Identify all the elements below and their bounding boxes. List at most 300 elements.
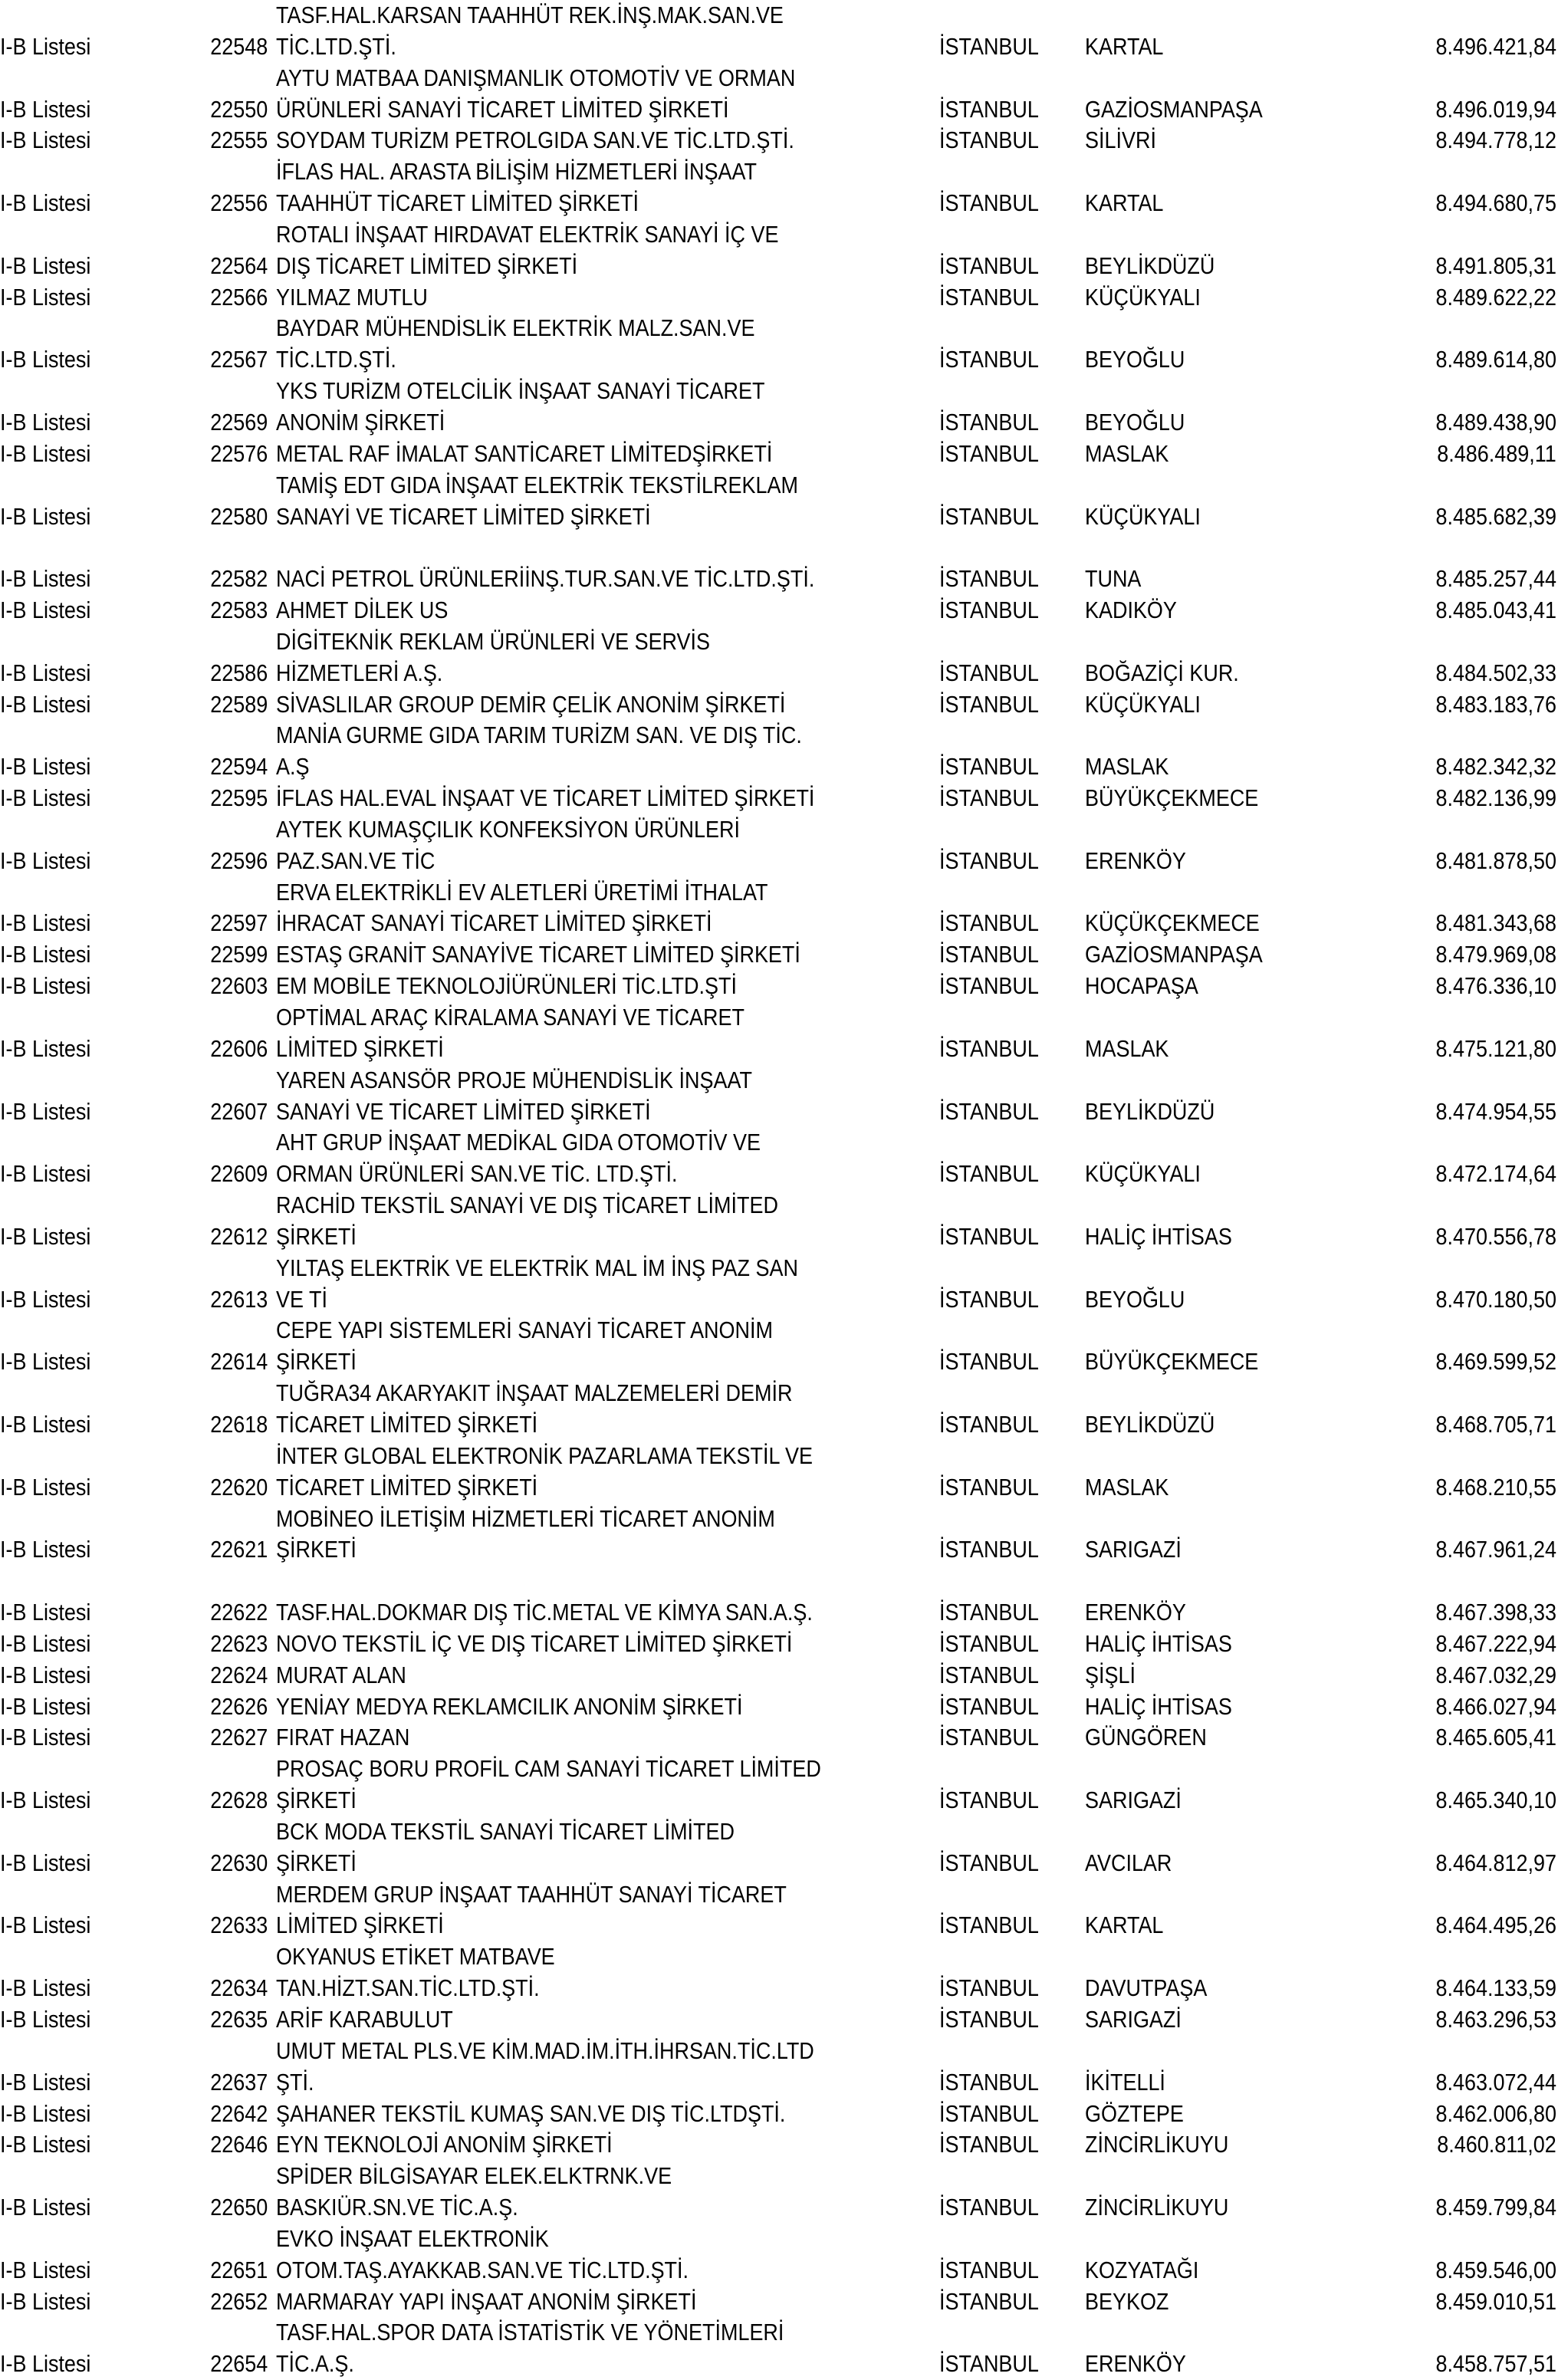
sequence-number: 22650 (209, 2194, 268, 2221)
amount: 8.486.489,11 (1437, 439, 1556, 467)
amount: 8.459.799,84 (1435, 2194, 1556, 2221)
sequence-number: 22652 (209, 2287, 268, 2315)
amount: 8.467.961,24 (1435, 1536, 1556, 1563)
tax-office: BEYKOZ (1085, 2287, 1169, 2315)
list-type: I-B Listesi (0, 690, 91, 718)
tax-office: BÜYÜKÇEKMECE (1085, 784, 1259, 812)
company-name: TİCARET LİMİTED ŞİRKETİ (276, 1410, 538, 1438)
table-row (0, 125, 1558, 156)
city: İSTANBUL (939, 909, 1039, 937)
sequence-number: 22597 (209, 909, 268, 937)
sequence-number: 22567 (209, 346, 268, 373)
company-name-continuation-line (0, 2036, 1558, 2067)
city: İSTANBUL (939, 2194, 1039, 2221)
amount: 8.494.680,75 (1435, 189, 1556, 217)
tax-office: ERENKÖY (1085, 1599, 1186, 1626)
tax-office: ERENKÖY (1085, 2350, 1186, 2378)
company-name: TİCARET LİMİTED ŞİRKETİ (276, 1473, 538, 1501)
company-name: MURAT ALAN (276, 1661, 406, 1688)
amount: 8.459.546,00 (1435, 2256, 1556, 2283)
list-type: I-B Listesi (0, 251, 91, 279)
sequence-number: 22651 (209, 2256, 268, 2283)
company-name: TAAHHÜT TİCARET LİMİTED ŞİRKETİ (276, 189, 639, 217)
amount: 8.464.812,97 (1435, 1849, 1556, 1876)
table-row (0, 658, 1558, 689)
company-name: TİC.A.Ş. (276, 2350, 354, 2378)
table-row (0, 1409, 1558, 1441)
list-type: I-B Listesi (0, 1473, 91, 1501)
company-name: YILMAZ MUTLU (276, 283, 428, 311)
table-row (0, 595, 1558, 626)
amount: 8.463.296,53 (1435, 2006, 1556, 2033)
sequence-number: 22599 (209, 941, 268, 968)
table-row (0, 1034, 1558, 1065)
amount: 8.466.027,94 (1435, 1692, 1556, 1720)
company-name-continuation-line (0, 1816, 1558, 1848)
amount: 8.462.006,80 (1435, 2099, 1556, 2127)
list-type: I-B Listesi (0, 2194, 91, 2221)
city: İSTANBUL (939, 1160, 1039, 1188)
amount: 8.458.757,51 (1435, 2350, 1556, 2378)
company-name-continuation-line (0, 1441, 1558, 1472)
company-name-first-line: RACHİD TEKSTİL SANAYİ VE DIŞ TİCARET LİMİTED (276, 1192, 778, 1219)
table-row (0, 188, 1558, 219)
company-name-continuation-line (0, 2317, 1558, 2349)
sequence-number: 22556 (209, 189, 268, 217)
company-name-first-line: TUĞRA34 AKARYAKIT İNŞAAT MALZEMELERİ DEMİR (276, 1379, 793, 1407)
sequence-number: 22622 (209, 1599, 268, 1626)
amount: 8.470.556,78 (1435, 1222, 1556, 1250)
sequence-number: 22642 (209, 2099, 268, 2127)
city: İSTANBUL (939, 1661, 1039, 1688)
company-name: EYN TEKNOLOJİ ANONİM ŞİRKETİ (276, 2131, 613, 2158)
city: İSTANBUL (939, 972, 1039, 1000)
sequence-number: 22550 (209, 95, 268, 123)
list-type: I-B Listesi (0, 1629, 91, 1657)
tax-office: DAVUTPAŞA (1085, 1974, 1208, 2002)
city: İSTANBUL (939, 251, 1039, 279)
table-row (0, 344, 1558, 376)
city: İSTANBUL (939, 127, 1039, 154)
table-row (0, 2192, 1558, 2224)
sequence-number: 22582 (209, 565, 268, 593)
city: İSTANBUL (939, 2131, 1039, 2158)
list-type: I-B Listesi (0, 2131, 91, 2158)
table-row (0, 939, 1558, 971)
list-type: I-B Listesi (0, 1034, 91, 1062)
company-name: ÜRÜNLERİ SANAYİ TİCARET LİMİTED ŞİRKETİ (276, 95, 729, 123)
amount: 8.464.133,59 (1435, 1974, 1556, 2002)
table-row (0, 2067, 1558, 2099)
company-name-continuation-line (0, 877, 1558, 909)
list-type: I-B Listesi (0, 408, 91, 436)
sequence-number: 22589 (209, 690, 268, 718)
company-name: NOVO TEKSTİL İÇ VE DIŞ TİCARET LİMİTED ŞİRKETİ (276, 1629, 793, 1657)
sequence-number: 22633 (209, 1912, 268, 1939)
city: İSTANBUL (939, 1473, 1039, 1501)
sequence-number: 22627 (209, 1724, 268, 1751)
company-name: NACİ PETROL ÜRÜNLERİİNŞ.TUR.SAN.VE TİC.LTD.ŞTİ. (276, 565, 815, 593)
sequence-number: 22594 (209, 753, 268, 781)
city: İSTANBUL (939, 283, 1039, 311)
table-row (0, 2255, 1558, 2286)
sequence-number: 22576 (209, 439, 268, 467)
company-name: A.Ş (276, 753, 310, 781)
company-name-continuation-line (0, 1879, 1558, 1911)
list-type: I-B Listesi (0, 1097, 91, 1125)
company-name-continuation-line (0, 2224, 1558, 2255)
table-row (0, 689, 1558, 721)
list-type: I-B Listesi (0, 2350, 91, 2378)
blank-spacer (0, 532, 1558, 564)
table-row (0, 1096, 1558, 1128)
company-name: VE Tİ (276, 1285, 327, 1313)
city: İSTANBUL (939, 95, 1039, 123)
company-name-first-line: YAREN ASANSÖR PROJE MÜHENDİSLİK İNŞAAT (276, 1066, 752, 1093)
company-name: EM MOBİLE TEKNOLOJİÜRÜNLERİ TİC.LTD.ŞTİ (276, 972, 737, 1000)
table-row (0, 1346, 1558, 1378)
company-name-continuation-line (0, 63, 1558, 94)
company-name: ORMAN ÜRÜNLERİ SAN.VE TİC. LTD.ŞTİ. (276, 1160, 678, 1188)
list-type: I-B Listesi (0, 1285, 91, 1313)
list-type: I-B Listesi (0, 283, 91, 311)
city: İSTANBUL (939, 1787, 1039, 1814)
company-name-first-line: ROTALI İNŞAAT HIRDAVAT ELEKTRİK SANAYİ İÇ VE (276, 220, 779, 248)
tax-office: İKİTELLİ (1085, 2068, 1165, 2096)
list-type: I-B Listesi (0, 95, 91, 123)
company-name: BASKIÜR.SN.VE TİC.A.Ş. (276, 2194, 518, 2221)
table-row (0, 783, 1558, 814)
tax-office: KADIKÖY (1085, 597, 1177, 624)
company-name-first-line: İFLAS HAL. ARASTA BİLİŞİM HİZMETLERİ İNŞAAT (276, 158, 757, 186)
company-name-first-line: AHT GRUP İNŞAAT MEDİKAL GIDA OTOMOTİV VE (276, 1129, 761, 1156)
sequence-number: 22564 (209, 251, 268, 279)
amount: 8.485.682,39 (1435, 502, 1556, 530)
tax-office: KÜÇÜKYALI (1085, 283, 1201, 311)
list-type: I-B Listesi (0, 32, 91, 60)
amount: 8.496.019,94 (1435, 95, 1556, 123)
company-name: ŞİRKETİ (276, 1348, 357, 1376)
table-row (0, 31, 1558, 63)
table-row (0, 1597, 1558, 1629)
company-name: İHRACAT SANAYİ TİCARET LİMİTED ŞİRKETİ (276, 909, 712, 937)
table-row (0, 1534, 1558, 1566)
tax-office: KÜÇÜKYALI (1085, 690, 1201, 718)
sequence-number: 22646 (209, 2131, 268, 2158)
amount: 8.482.342,32 (1435, 753, 1556, 781)
company-name: ŞİRKETİ (276, 1787, 357, 1814)
company-name-first-line: YILTAŞ ELEKTRİK VE ELEKTRİK MAL İM İNŞ PAZ SAN (276, 1254, 798, 1281)
table-row (0, 501, 1558, 533)
sequence-number: 22630 (209, 1849, 268, 1876)
amount: 8.469.599,52 (1435, 1348, 1556, 1376)
tax-office: BEYOĞLU (1085, 408, 1185, 436)
sequence-number: 22566 (209, 283, 268, 311)
list-type: I-B Listesi (0, 659, 91, 686)
company-name: OTOM.TAŞ.AYAKKAB.SAN.VE TİC.LTD.ŞTİ. (276, 2256, 689, 2283)
tax-office: GÖZTEPE (1085, 2099, 1184, 2127)
company-name-first-line: OKYANUS ETİKET MATBAVE (276, 1943, 555, 1971)
list-type: I-B Listesi (0, 1348, 91, 1376)
list-type: I-B Listesi (0, 2099, 91, 2127)
tax-office: BEYLİKDÜZÜ (1085, 251, 1215, 279)
company-name: ŞAHANER TEKSTİL KUMAŞ SAN.VE DIŞ TİC.LTDŞTİ. (276, 2099, 786, 2127)
company-name-continuation-line (0, 720, 1558, 751)
table-row (0, 2349, 1558, 2380)
tax-office: HALİÇ İHTİSAS (1085, 1629, 1232, 1657)
sequence-number: 22548 (209, 32, 268, 60)
list-type: I-B Listesi (0, 2068, 91, 2096)
list-type: I-B Listesi (0, 784, 91, 812)
company-name-first-line: CEPE YAPI SİSTEMLERİ SANAYİ TİCARET ANONİM (276, 1317, 773, 1344)
tax-office: GAZİOSMANPAŞA (1085, 941, 1263, 968)
sequence-number: 22634 (209, 1974, 268, 2002)
table-row (0, 1629, 1558, 1660)
city: İSTANBUL (939, 2256, 1039, 2283)
sequence-number: 22613 (209, 1285, 268, 1313)
city: İSTANBUL (939, 1974, 1039, 2002)
city: İSTANBUL (939, 690, 1039, 718)
sequence-number: 22614 (209, 1348, 268, 1376)
company-name-first-line: EVKO İNŞAAT ELEKTRONİK (276, 2224, 549, 2252)
table-row (0, 1691, 1558, 1723)
tax-office: BOĞAZİÇİ KUR. (1085, 659, 1239, 686)
amount: 8.465.605,41 (1435, 1724, 1556, 1751)
list-type: I-B Listesi (0, 846, 91, 874)
sequence-number: 22596 (209, 846, 268, 874)
company-name: TİC.LTD.ŞTİ. (276, 346, 396, 373)
amount: 8.465.340,10 (1435, 1787, 1556, 1814)
amount: 8.496.421,84 (1435, 32, 1556, 60)
city: İSTANBUL (939, 1724, 1039, 1751)
city: İSTANBUL (939, 941, 1039, 968)
tax-office: KÜÇÜKYALI (1085, 1160, 1201, 1188)
amount: 8.464.495,26 (1435, 1912, 1556, 1939)
company-name: AHMET DİLEK US (276, 597, 449, 624)
tax-office: ŞİŞLİ (1085, 1661, 1136, 1688)
list-type: I-B Listesi (0, 1849, 91, 1876)
city: İSTANBUL (939, 32, 1039, 60)
company-name-continuation-line (0, 1253, 1558, 1284)
company-name: LİMİTED ŞİRKETİ (276, 1034, 444, 1062)
list-type: I-B Listesi (0, 189, 91, 217)
list-type: I-B Listesi (0, 565, 91, 593)
list-type: I-B Listesi (0, 597, 91, 624)
amount: 8.483.183,76 (1435, 690, 1556, 718)
city: İSTANBUL (939, 846, 1039, 874)
city: İSTANBUL (939, 1849, 1039, 1876)
city: İSTANBUL (939, 1285, 1039, 1313)
company-name-continuation-line (0, 0, 1558, 31)
list-type: I-B Listesi (0, 941, 91, 968)
tax-office: ZİNCİRLİKUYU (1085, 2194, 1229, 2221)
table-row (0, 1910, 1558, 1941)
sequence-number: 22654 (209, 2350, 268, 2378)
company-name: ŞİRKETİ (276, 1536, 357, 1563)
company-name-continuation-line (0, 313, 1558, 344)
company-name-first-line: SPİDER BİLGİSAYAR ELEK.ELKTRNK.VE (276, 2162, 672, 2190)
company-name: YENİAY MEDYA REKLAMCILIK ANONİM ŞİRKETİ (276, 1692, 743, 1720)
city: İSTANBUL (939, 2350, 1039, 2378)
city: İSTANBUL (939, 753, 1039, 781)
sequence-number: 22635 (209, 2006, 268, 2033)
tax-office: BEYLİKDÜZÜ (1085, 1097, 1215, 1125)
table-row (0, 94, 1558, 126)
sequence-number: 22609 (209, 1160, 268, 1188)
city: İSTANBUL (939, 565, 1039, 593)
list-type: I-B Listesi (0, 1599, 91, 1626)
table-row (0, 751, 1558, 783)
city: İSTANBUL (939, 2099, 1039, 2127)
company-name-continuation-line (0, 1127, 1558, 1159)
table-row (0, 2004, 1558, 2036)
sequence-number: 22626 (209, 1692, 268, 1720)
table-row (0, 439, 1558, 470)
tax-office: MASLAK (1085, 1473, 1169, 1501)
sequence-number: 22586 (209, 659, 268, 686)
list-type: I-B Listesi (0, 1410, 91, 1438)
company-name: HİZMETLERİ A.Ş. (276, 659, 443, 686)
sequence-number: 22606 (209, 1034, 268, 1062)
company-name-continuation-line (0, 1065, 1558, 1096)
city: İSTANBUL (939, 1222, 1039, 1250)
sequence-number: 22580 (209, 502, 268, 530)
company-name: MARMARAY YAPI İNŞAAT ANONİM ŞİRKETİ (276, 2287, 697, 2315)
amount: 8.489.438,90 (1435, 408, 1556, 436)
amount: 8.482.136,99 (1435, 784, 1556, 812)
list-type: I-B Listesi (0, 1974, 91, 2002)
city: İSTANBUL (939, 784, 1039, 812)
company-name-first-line: TASF.HAL.KARSAN TAAHHÜT REK.İNŞ.MAK.SAN.VE (276, 2, 784, 28)
table-row (0, 1660, 1558, 1691)
city: İSTANBUL (939, 2006, 1039, 2033)
company-name-continuation-line (0, 1754, 1558, 1785)
sequence-number: 22555 (209, 127, 268, 154)
company-name: FIRAT HAZAN (276, 1724, 410, 1751)
list-type: I-B Listesi (0, 972, 91, 1000)
company-name-continuation-line (0, 470, 1558, 501)
city: İSTANBUL (939, 1034, 1039, 1062)
company-name-continuation-line (0, 1941, 1558, 1973)
tax-office: BÜYÜKÇEKMECE (1085, 1348, 1259, 1376)
company-name: SİVASLILAR GROUP DEMİR ÇELİK ANONİM ŞİRKETİ (276, 690, 786, 718)
list-type: I-B Listesi (0, 2256, 91, 2283)
table-row (0, 1159, 1558, 1190)
city: İSTANBUL (939, 2068, 1039, 2096)
amount: 8.485.257,44 (1435, 565, 1556, 593)
company-name-continuation-line (0, 1315, 1558, 1346)
list-type: I-B Listesi (0, 1724, 91, 1751)
city: İSTANBUL (939, 408, 1039, 436)
tax-office: BEYOĞLU (1085, 1285, 1185, 1313)
city: İSTANBUL (939, 502, 1039, 530)
city: İSTANBUL (939, 1410, 1039, 1438)
list-type: I-B Listesi (0, 439, 91, 467)
company-name-first-line: UMUT METAL PLS.VE KİM.MAD.İM.İTH.İHRSAN.TİC.LTD (276, 2036, 814, 2064)
tax-office: MASLAK (1085, 1034, 1169, 1062)
company-name-first-line: BAYDAR MÜHENDİSLİK ELEKTRİK MALZ.SAN.VE (276, 314, 755, 342)
company-name: ARİF KARABULUT (276, 2006, 453, 2033)
sequence-number: 22623 (209, 1629, 268, 1657)
company-name-first-line: PROSAÇ BORU PROFİL CAM SANAYİ TİCARET LİMİTED (276, 1755, 821, 1783)
tax-office: MASLAK (1085, 753, 1169, 781)
company-name: ANONİM ŞİRKETİ (276, 408, 445, 436)
table-row (0, 407, 1558, 439)
company-name-first-line: DİGİTEKNİK REKLAM ÜRÜNLERİ VE SERVİS (276, 627, 711, 655)
table-row (0, 1785, 1558, 1816)
sequence-number: 22607 (209, 1097, 268, 1125)
list-type: I-B Listesi (0, 127, 91, 154)
table-row (0, 1722, 1558, 1754)
sequence-number: 22612 (209, 1222, 268, 1250)
list-type: I-B Listesi (0, 1912, 91, 1939)
tax-office: KARTAL (1085, 32, 1164, 60)
amount: 8.475.121,80 (1435, 1034, 1556, 1062)
table-row (0, 971, 1558, 1002)
table-row (0, 2286, 1558, 2318)
company-name-first-line: AYTU MATBAA DANIŞMANLIK OTOMOTİV VE ORMAN (276, 64, 796, 91)
city: İSTANBUL (939, 439, 1039, 467)
tax-office: AVCILAR (1085, 1849, 1172, 1876)
company-name-first-line: MOBİNEO İLETİŞİM HİZMETLERİ TİCARET ANONİM (276, 1504, 775, 1532)
table-row (0, 1472, 1558, 1504)
city: İSTANBUL (939, 1348, 1039, 1376)
table-row (0, 564, 1558, 595)
tax-office: GÜNGÖREN (1085, 1724, 1207, 1751)
list-type: I-B Listesi (0, 753, 91, 781)
city: İSTANBUL (939, 1629, 1039, 1657)
sequence-number: 22620 (209, 1473, 268, 1501)
company-name-first-line: MERDEM GRUP İNŞAAT TAAHHÜT SANAYİ TİCARET (276, 1880, 787, 1908)
company-name: ŞİRKETİ (276, 1222, 357, 1250)
list-type: I-B Listesi (0, 1787, 91, 1814)
company-name: TAN.HİZT.SAN.TİC.LTD.ŞTİ. (276, 1974, 540, 2002)
city: İSTANBUL (939, 1536, 1039, 1563)
company-name: ŞİRKETİ (276, 1849, 357, 1876)
sequence-number: 22621 (209, 1536, 268, 1563)
company-name: SANAYİ VE TİCARET LİMİTED ŞİRKETİ (276, 1097, 651, 1125)
tax-office: GAZİOSMANPAŞA (1085, 95, 1263, 123)
tax-office: HOCAPAŞA (1085, 972, 1198, 1000)
amount: 8.491.805,31 (1435, 251, 1556, 279)
sequence-number: 22637 (209, 2068, 268, 2096)
company-name-continuation-line (0, 1378, 1558, 1409)
amount: 8.467.032,29 (1435, 1661, 1556, 1688)
amount: 8.459.010,51 (1435, 2287, 1556, 2315)
city: İSTANBUL (939, 1912, 1039, 1939)
company-name-continuation-line (0, 1190, 1558, 1221)
tax-office: SİLİVRİ (1085, 127, 1156, 154)
amount: 8.485.043,41 (1435, 597, 1556, 624)
tax-office: ZİNCİRLİKUYU (1085, 2131, 1229, 2158)
city: İSTANBUL (939, 1097, 1039, 1125)
amount: 8.467.222,94 (1435, 1629, 1556, 1657)
amount: 8.463.072,44 (1435, 2068, 1556, 2096)
list-type: I-B Listesi (0, 346, 91, 373)
company-name-first-line: TAMİŞ EDT GIDA İNŞAAT ELEKTRİK TEKSTİLREKLAM (276, 471, 798, 498)
table-row (0, 282, 1558, 314)
blank-spacer (0, 1566, 1558, 1597)
list-type: I-B Listesi (0, 2287, 91, 2315)
list-type: I-B Listesi (0, 2006, 91, 2033)
amount: 8.481.878,50 (1435, 846, 1556, 874)
sequence-number: 22595 (209, 784, 268, 812)
company-name: METAL RAF İMALAT SANTİCARET LİMİTEDŞİRKETİ (276, 439, 773, 467)
tax-office: SARIGAZİ (1085, 2006, 1182, 2033)
company-name-first-line: YKS TURİZM OTELCİLİK İNŞAAT SANAYİ TİCARET (276, 377, 765, 405)
amount: 8.460.811,02 (1437, 2131, 1556, 2158)
table-row (0, 2129, 1558, 2161)
